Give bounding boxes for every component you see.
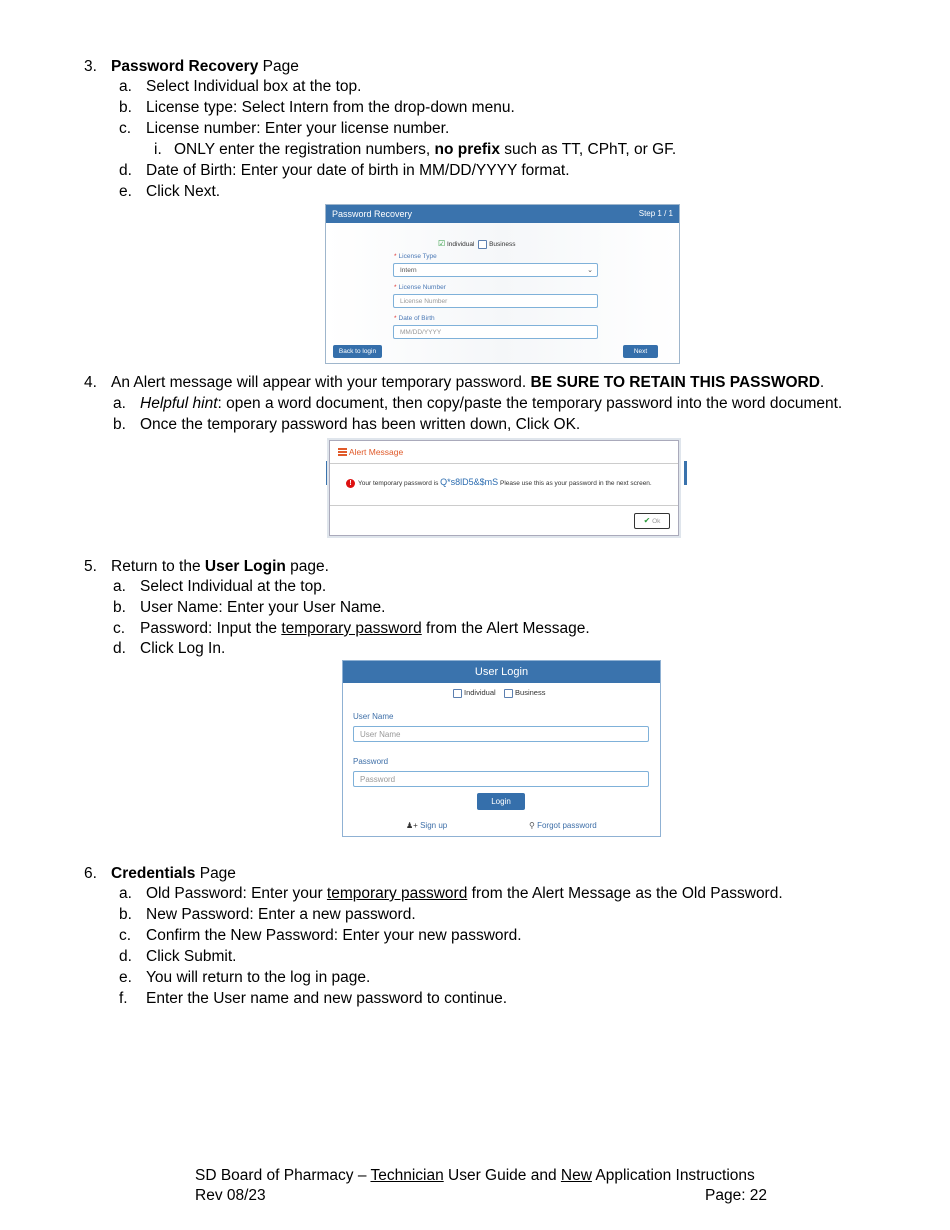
password-recovery-panel (325, 204, 680, 364)
alert-header: Alert Message (330, 441, 678, 464)
checkmark-icon: ✔ (643, 516, 651, 525)
alert-message: ! Your temporary password is Q*s8lD5&$mS Please use this as your password in the next screen. (346, 477, 652, 488)
ok-button[interactable]: ✔ Ok (634, 513, 670, 529)
footer-revision: Rev 08/23 (195, 1187, 266, 1204)
step-3-heading: 3. Password Recovery Page (84, 58, 299, 75)
login-button[interactable]: Login (477, 793, 525, 810)
step-4-heading: 4. An Alert message will appear with your temporary password. BE SURE TO RETAIN THIS PASSWORD. (84, 374, 825, 391)
key-icon: ⚲ (529, 821, 535, 830)
step-5d: d. Click Log In. (113, 640, 226, 657)
dob-input[interactable]: MM/DD/YYYY (393, 325, 598, 339)
step-3d: d. Date of Birth: Enter your date of birth in MM/DD/YYYY format. (119, 162, 570, 179)
exclamation-icon: ! (346, 479, 355, 488)
user-name-label: User Name (353, 712, 394, 721)
page-number: Page: 22 (705, 1187, 768, 1204)
step-5b: b. User Name: Enter your User Name. (113, 599, 386, 616)
step-3b: b. License type: Select Intern from the drop-down menu. (119, 99, 515, 116)
checkbox-individual-checked-icon[interactable]: ☑ (438, 239, 446, 248)
step-5-heading: 5. Return to the User Login page. (84, 558, 329, 575)
step-6e: e. You will return to the log in page. (119, 969, 371, 986)
license-number-label: * License Number (394, 284, 446, 291)
user-name-input[interactable]: User Name (353, 726, 649, 742)
password-input[interactable]: Password (353, 771, 649, 787)
account-type-selector: Individual Business (453, 688, 545, 698)
menu-icon (338, 448, 347, 456)
step-4a: a. Helpful hint: open a word document, then copy/paste the temporary password into the word document. (113, 395, 843, 412)
license-type-label: * License Type (394, 253, 437, 260)
account-type-selector: ☑ Individual Business (438, 239, 516, 248)
checkbox-individual[interactable] (453, 689, 462, 698)
password-recovery-header: Password Recovery Step 1 / 1 (326, 205, 679, 223)
step-5a: a. Select Individual at the top. (113, 578, 327, 595)
step-6a: a. Old Password: Enter your temporary password from the Alert Message as the Old Password. (119, 885, 783, 902)
chevron-down-icon: ⌄ (587, 267, 593, 274)
step-6b: b. New Password: Enter a new password. (119, 906, 416, 923)
footer-title: SD Board of Pharmacy – Technician User Guide and New Application Instructions (195, 1167, 755, 1184)
checkbox-business[interactable] (504, 689, 513, 698)
user-login-panel (342, 660, 661, 837)
checkbox-business[interactable] (478, 240, 487, 249)
license-type-select[interactable]: Intern ⌄ (393, 263, 598, 277)
step-3e: e. Click Next. (119, 183, 221, 200)
step-3c: c. License number: Enter your license number. (119, 120, 450, 137)
step-3c-i: i. ONLY enter the registration numbers, no prefix such as TT, CPhT, or GF. (154, 141, 677, 158)
alert-dialog (329, 440, 679, 536)
user-login-header: User Login (343, 661, 660, 683)
step-3a: a. Select Individual box at the top. (119, 78, 362, 95)
password-label: Password (353, 757, 389, 766)
step-indicator: Step 1 / 1 (638, 209, 673, 218)
license-number-input[interactable]: License Number (393, 294, 598, 308)
next-button[interactable]: Next (623, 345, 658, 358)
back-to-login-button[interactable]: Back to login (333, 345, 382, 358)
step-6-heading: 6. Credentials Page (84, 865, 236, 882)
step-6f: f. Enter the User name and new password to continue. (119, 990, 508, 1007)
temporary-password: Q*s8lD5&$mS (440, 477, 499, 487)
dob-label: * Date of Birth (394, 315, 435, 322)
sign-up-link[interactable]: ♟+ Sign up (406, 821, 448, 830)
step-5c: c. Password: Input the temporary password from the Alert Message. (113, 620, 590, 637)
step-6c: c. Confirm the New Password: Enter your new password. (119, 927, 522, 944)
forgot-password-link[interactable]: ⚲ Forgot password (529, 821, 597, 830)
step-6d: d. Click Submit. (119, 948, 237, 965)
step-4b: b. Once the temporary password has been written down, Click OK. (113, 416, 581, 433)
add-user-icon: ♟+ (406, 821, 418, 830)
